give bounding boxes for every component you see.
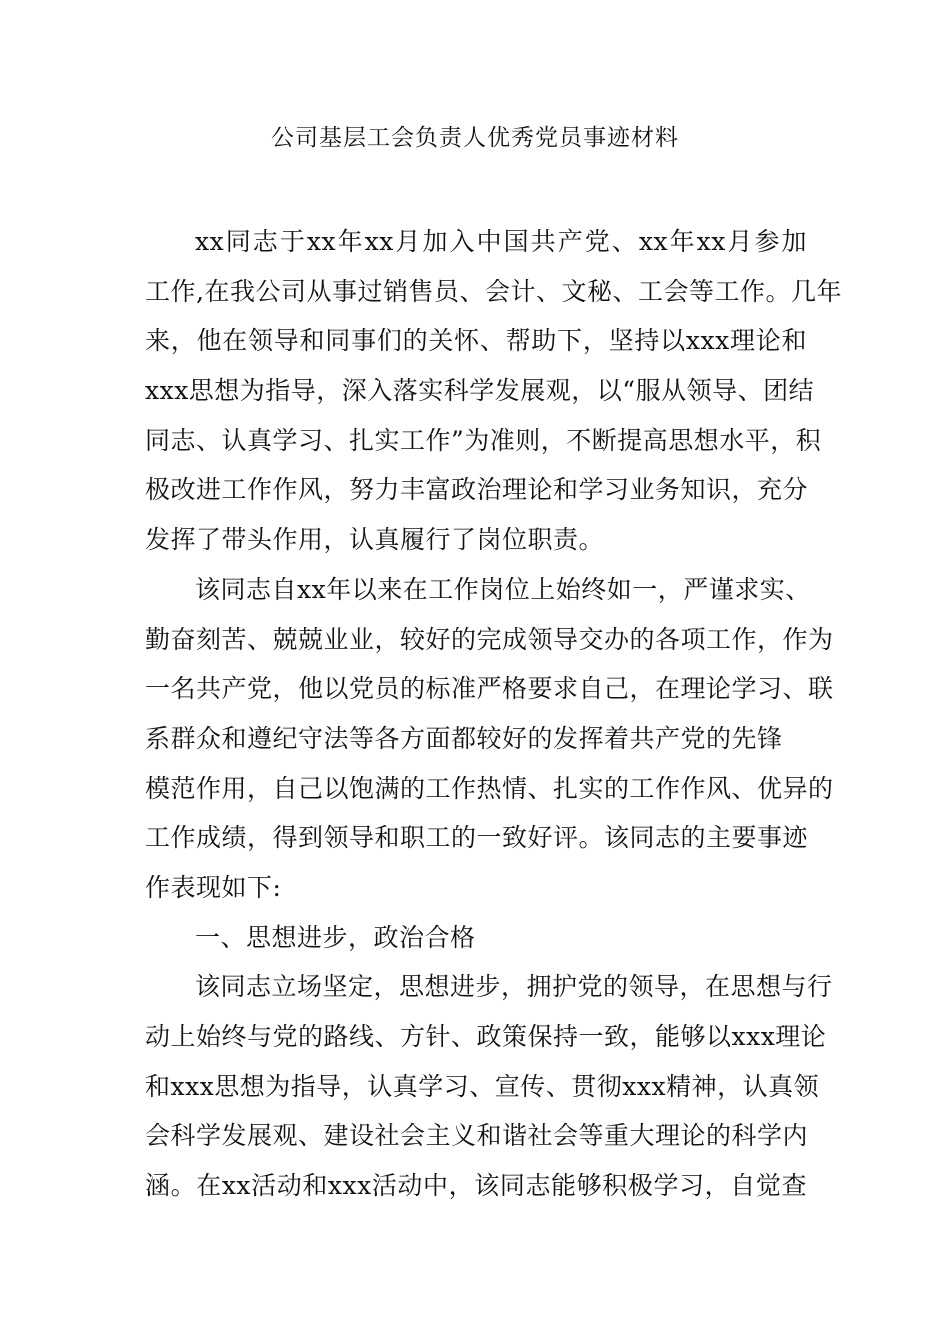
paragraph-line: 极改进工作作风，努力丰富政治理论和学习业务知识，充分 xyxy=(145,475,809,505)
paragraph-line: 会科学发展观、建设社会主义和谐社会等重大理论的科学内 xyxy=(145,1121,809,1151)
paragraph-line: 该同志自xx年以来在工作岗位上始终如一，严谨求实、 xyxy=(195,574,811,604)
paragraph-line: xxx思想为指导，深入落实科学发展观，以“服从领导、团结 xyxy=(145,376,815,406)
paragraph-line: 来，他在领导和同事们的关怀、帮助下，坚持以xxx理论和 xyxy=(145,326,807,356)
paragraph-line: 工作成绩，得到领导和职工的一致好评。该同志的主要事迹 xyxy=(145,823,809,853)
document-body xyxy=(145,217,842,1211)
paragraph-line: 涵。在xx活动和xxx活动中，该同志能够积极学习，自觉查 xyxy=(145,1171,807,1201)
paragraph-line: 勤奋刻苦、兢兢业业，较好的完成领导交办的各项工作，作为 xyxy=(145,624,834,654)
paragraph-line: 同志、认真学习、扎实工作”为准则，不断提高思想水平，积 xyxy=(145,425,822,455)
paragraph-line: xx同志于xx年xx月加入中国共产党、xx年xx月参加 xyxy=(195,227,807,256)
paragraph-line: 动上始终与党的路线、方针、政策保持一致，能够以xxx理论 xyxy=(145,1022,827,1051)
paragraph-line: 模范作用，自己以饱满的工作热情、扎实的工作作风、优异的 xyxy=(145,773,834,803)
section-heading: 一、思想进步，政治合格 xyxy=(195,922,476,952)
paragraph-line: 工作,在我公司从事过销售员、会计、文秘、工会等工作。几年 xyxy=(145,276,842,306)
paragraph-line: 和xxx思想为指导，认真学习、宣传、贯彻xxx精神，认真领 xyxy=(145,1071,820,1101)
paragraph-line: 系群众和遵纪守法等各方面都较好的发挥着共产党的先锋 xyxy=(145,723,783,753)
paragraph-line: 一名共产党，他以党员的标准严格要求自己，在理论学习、联 xyxy=(145,674,834,704)
paragraph-line: 发挥了带头作用，认真履行了岗位职责。 xyxy=(145,525,605,555)
paragraph-line: 该同志立场坚定，思想进步，拥护党的领导，在思想与行 xyxy=(195,972,833,1002)
document-title: 公司基层工会负责人优秀党员事迹材料 xyxy=(271,125,679,151)
paragraph-line: 作表现如下: xyxy=(145,872,282,902)
